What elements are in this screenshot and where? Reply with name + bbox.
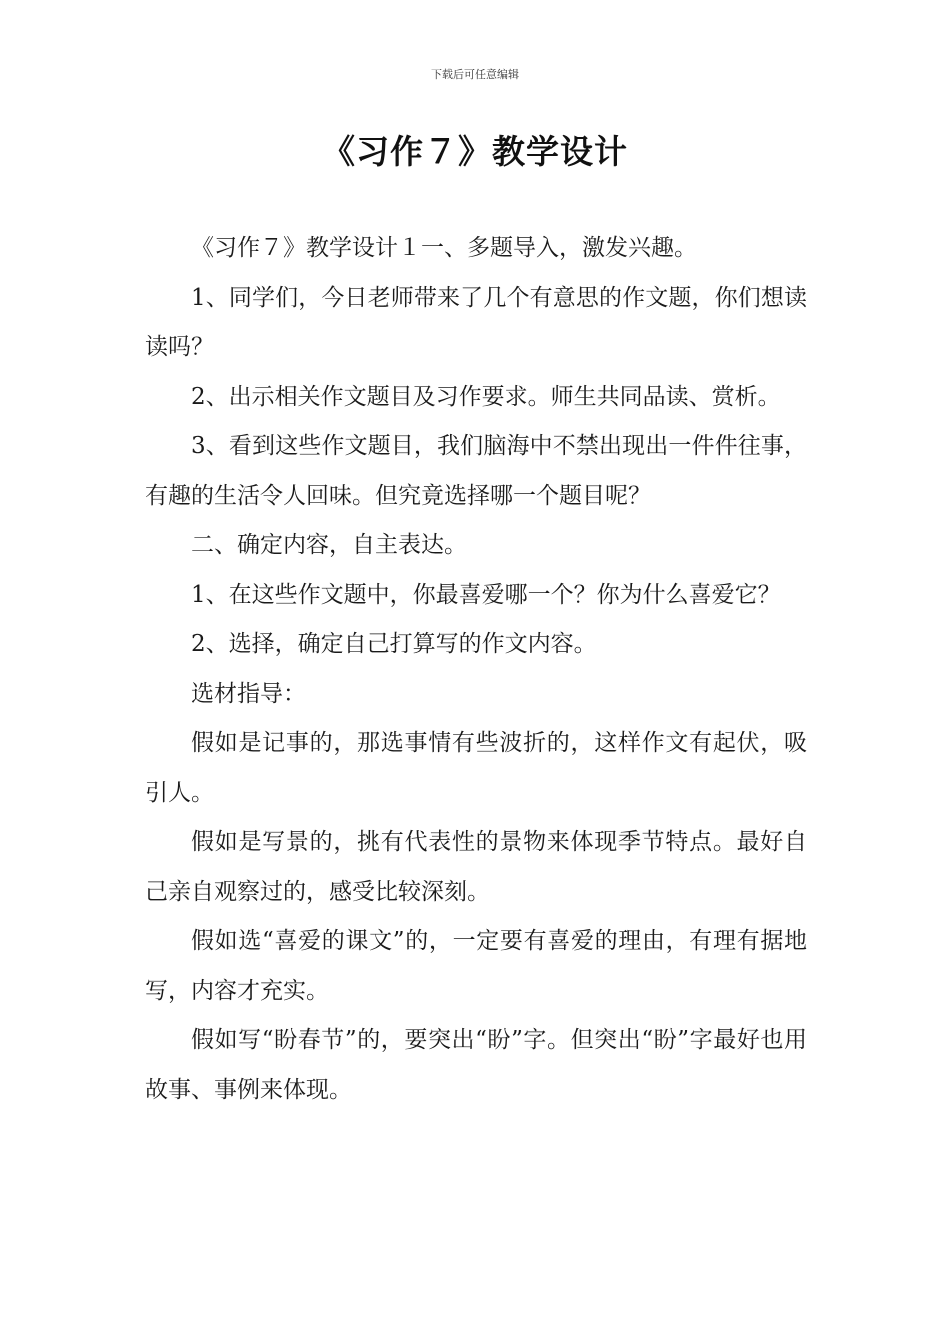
document-title: 《习作７》教学设计 [322, 132, 628, 171]
paragraph: 假如选“喜爱的课文”的，一定要有喜爱的理由，有理有据地写，内容才充实。 [145, 928, 807, 1004]
paragraph: 3、看到这些作文题目，我们脑海中不禁出现出一件件往事，有趣的生活令人回味。但究竟选择哪一个题目呢？ [145, 433, 807, 509]
document-body [145, 224, 807, 1115]
paragraph: 二、确定内容，自主表达。 [191, 532, 467, 558]
paragraph: 《习作７》教学设计１一、多题导入，激发兴趣。 [191, 235, 697, 261]
paragraph: 1、在这些作文题中，你最喜爱哪一个？你为什么喜爱它？ [191, 581, 781, 608]
paragraph: 2、出示相关作文题目及习作要求。师生共同品读、赏析。 [191, 383, 781, 410]
paragraph: 假如是记事的，那选事情有些波折的，这样作文有起伏，吸引人。 [145, 730, 807, 806]
header-note: 下载后可任意编辑 [431, 68, 519, 81]
paragraph: 假如是写景的，挑有代表性的景物来体现季节特点。最好自己亲自观察过的，感受比较深刻。 [145, 829, 807, 905]
paragraph: 选材指导： [191, 680, 306, 707]
paragraph: 2、选择，确定自己打算写的作文内容。 [191, 631, 597, 657]
paragraph: 假如写“盼春节”的，要突出“盼”字。但突出“盼”字最好也用故事、事例来体现。 [145, 1027, 807, 1103]
paragraph: 1、同学们，今日老师带来了几个有意思的作文题，你们想读读吗？ [145, 284, 807, 360]
